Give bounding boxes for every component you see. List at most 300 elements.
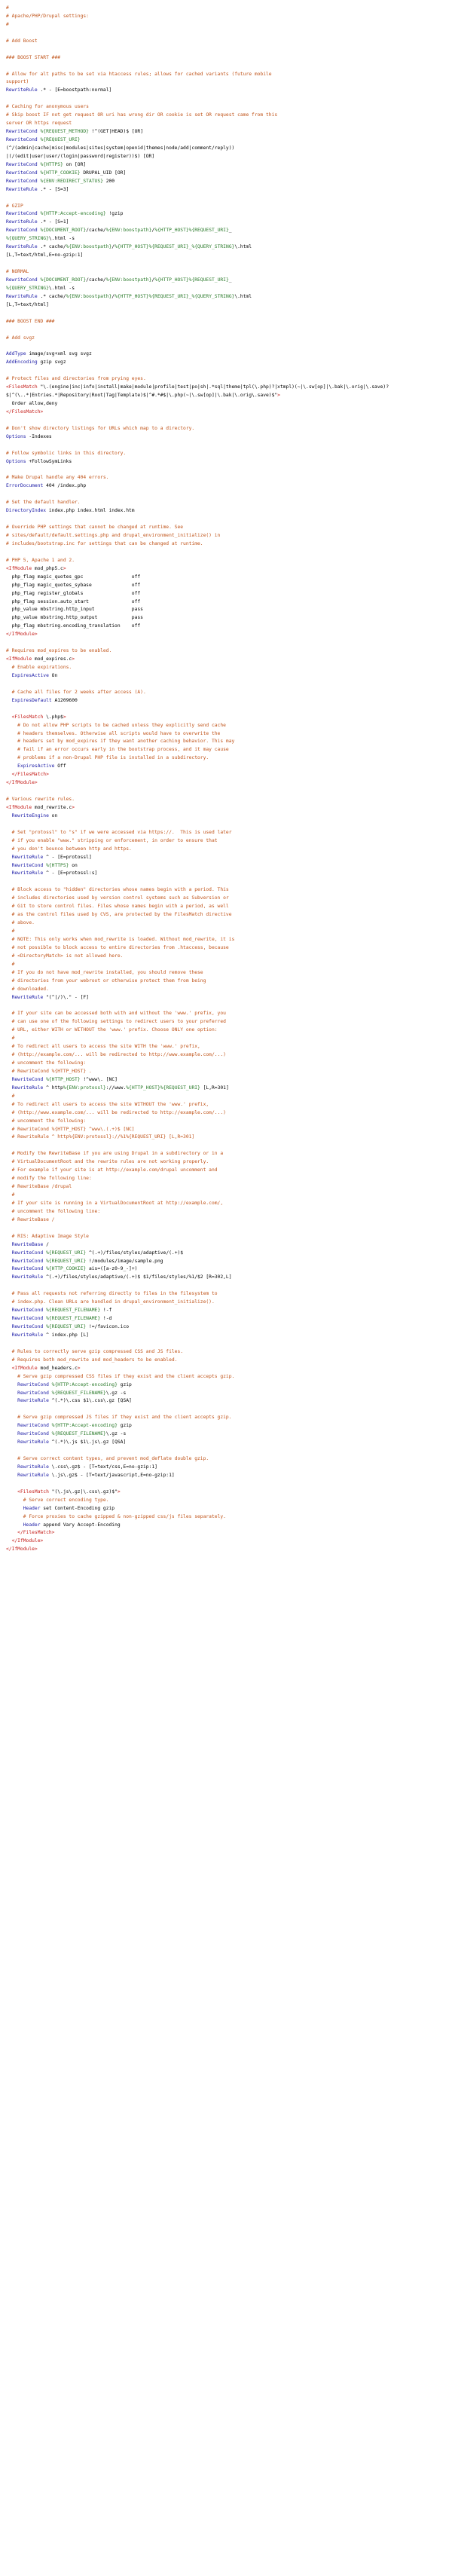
code-line: [6, 953, 446, 961]
code-text: Order allow,deny: [6, 401, 58, 406]
variable-token: %{QUERY_STRING}: [6, 285, 49, 291]
code-text: image/svg+xml svg svgz: [26, 351, 92, 357]
code-line: [6, 681, 446, 689]
code-line: [6, 1018, 446, 1026]
comment-text: ### BOOST START ###: [6, 54, 61, 60]
code-line: [6, 1357, 446, 1365]
comment-text: # To redirect all users to access the site WITHOUT the 'www.' prefix,: [6, 1101, 209, 1107]
variable-token: %{ENV:REDIRECT_STATUS}: [40, 178, 103, 184]
code-line: [6, 1216, 446, 1225]
comment-text: #: [6, 1036, 15, 1042]
code-line: [6, 969, 446, 977]
comment-text: #: [6, 961, 15, 967]
comment-text: # Requires both mod_rewrite and mod_headers to be enabled.: [6, 1357, 178, 1363]
comment-text: # RewriteCond %{HTTP_HOST} ^www\.(.+)$ [NC]: [6, 1126, 135, 1132]
code-line: [6, 507, 446, 516]
variable-token: %{REQUEST_FILENAME}: [51, 1431, 106, 1437]
code-line: [6, 1397, 446, 1406]
tag-token: <FilesMatch: [17, 1488, 49, 1495]
code-line: [6, 730, 446, 739]
comment-text: # Add svgz: [6, 335, 35, 341]
directive-keyword: ErrorDocument: [6, 483, 44, 489]
comment-text: # as the control files used by CVS, are protected by the FilesMatch directive: [6, 912, 232, 918]
directive-keyword: ExpiresActive: [17, 763, 55, 769]
comment-text: # modify the following line:: [6, 1176, 92, 1182]
comment-text: #: [6, 1093, 15, 1099]
code-line: [6, 1274, 446, 1282]
code-line: [6, 392, 446, 400]
code-text: php_flag session.auto_start off: [6, 598, 141, 604]
code-line: [6, 95, 446, 103]
code-text: _: [228, 277, 232, 283]
comment-text: # Override PHP settings that cannot be changed at runtime. See: [6, 525, 184, 531]
comment-text: # Don't show directory listings for URLs which map to a directory.: [6, 425, 195, 431]
directive-keyword: RewriteRule: [17, 1464, 49, 1470]
code-line: [6, 540, 446, 549]
directive-keyword: RewriteCond: [11, 1250, 44, 1256]
code-line: [6, 408, 446, 417]
variable-token: %{REQUEST_FILENAME}: [51, 1390, 106, 1396]
code-text: !-f: [100, 1308, 112, 1314]
code-line: [6, 87, 446, 95]
code-line: [6, 1430, 446, 1439]
variable-token: %{DOCUMENT_ROOT}: [40, 228, 87, 234]
code-text: [L,R=301]: [200, 1085, 229, 1091]
code-line: [6, 400, 446, 408]
code-text: ^ - [E=protossl]: [43, 854, 92, 860]
comment-text: # index.php. Clean URLs are handled in drupal_environment_initialize().: [6, 1299, 215, 1305]
code-line: [6, 1455, 446, 1464]
code-line: [6, 227, 446, 235]
code-line: [6, 417, 446, 425]
comment-text: #: [6, 1192, 15, 1198]
code-line: [6, 1480, 446, 1488]
code-line: [6, 779, 446, 788]
code-line: [6, 161, 446, 170]
code-text: |(/(edit|user|user/(login|password|register))$) [OR]: [6, 153, 155, 159]
variable-token: %{HTTP_HOST}%{REQUEST_URI}: [115, 244, 189, 250]
code-line: [6, 178, 446, 186]
code-line: [6, 1315, 446, 1323]
code-line: [6, 549, 446, 557]
variable-token: %{QUERY_STRING}: [191, 293, 235, 299]
tag-token: </FilesMatch>: [17, 1530, 55, 1536]
tag-token: <FilesMatch: [6, 384, 38, 390]
directive-keyword: RewriteCond: [17, 1431, 49, 1437]
directive-keyword: RewriteRule: [6, 186, 38, 192]
code-text: [6, 813, 12, 818]
comment-text: # if you enable "www." stripping or enforcement, in order to ensure that: [6, 837, 218, 843]
comment-text: # directories from your webroot or otherwise protect them from being: [6, 977, 206, 984]
code-line: [6, 862, 446, 870]
variable-token: %{ENV:boostpath}: [105, 228, 152, 234]
code-line: [6, 1233, 446, 1241]
comment-text: # If your site is running in a VirtualDocumentRoot at http://example.com/,: [6, 1200, 224, 1206]
code-line: [6, 895, 446, 903]
code-line: [6, 878, 446, 886]
code-text: on: [48, 812, 58, 818]
code-line: [6, 268, 446, 277]
code-text: [6, 1522, 23, 1528]
variable-token: %{HTTP_HOST}%{REQUEST_URI}: [126, 1085, 200, 1091]
code-line: [6, 1323, 446, 1332]
code-text: +FollowSymLinks: [26, 458, 72, 464]
code-text: \.html: [234, 293, 252, 299]
code-line: [6, 442, 446, 450]
tag-token: </IfModule>: [11, 1538, 44, 1544]
variable-token: %{ENV:protossl}: [63, 1085, 106, 1091]
code-text: php_value mbstring.http_output pass: [6, 615, 143, 621]
directive-keyword: AddType: [6, 351, 26, 357]
variable-token: %{REQUEST_URI}: [46, 1258, 87, 1264]
code-line: [6, 219, 446, 227]
code-line: [6, 277, 446, 285]
code-text: \.js\.gz$ - [T=text/javascript,E=no-gzip:1]: [48, 1472, 175, 1478]
comment-text: # fail if an error occurs early in the bootstrap process, and it may cause: [6, 747, 229, 753]
tag-token: <IfModule: [6, 656, 32, 662]
code-text: /cache/: [86, 277, 106, 283]
code-line: [6, 944, 446, 953]
code-line: [6, 1447, 446, 1455]
code-line: [6, 1537, 446, 1546]
code-line: [6, 1464, 446, 1472]
code-line: [6, 425, 446, 433]
code-text: -Indexes: [26, 433, 52, 439]
code-text: /cache/: [86, 228, 106, 234]
code-text: [6, 1250, 12, 1256]
code-text: /: [151, 277, 155, 283]
code-text: !gzip: [105, 211, 124, 217]
code-line: [6, 854, 446, 862]
comment-text: # Set the default handler.: [6, 500, 81, 506]
code-line: [6, 145, 446, 153]
code-line: [6, 606, 446, 614]
variable-token: %{DOCUMENT_ROOT}: [40, 277, 87, 283]
code-line: [6, 112, 446, 120]
code-text: [6, 1431, 17, 1436]
code-text: php_flag mbstring.encoding_translation off: [6, 623, 141, 629]
code-text: ^(.*)\.js $1\.js\.gz [QSA]: [48, 1439, 127, 1446]
code-line: [6, 714, 446, 722]
directive-keyword: RewriteCond: [11, 1324, 44, 1329]
directive-keyword: RewriteRule: [17, 1472, 49, 1478]
comment-text: # Serve gzip compressed JS files if they exist and the client accepts gzip.: [6, 1415, 232, 1421]
code-line: [6, 38, 446, 46]
code-line: [6, 13, 446, 21]
code-text: \.css\.gz$ - [T=text/css,E=no-gzip:1]: [48, 1464, 157, 1470]
code-line: [6, 928, 446, 936]
code-line: [6, 656, 446, 664]
code-line: [6, 574, 446, 582]
code-text: [6, 1398, 17, 1403]
code-line: [6, 1060, 446, 1068]
code-line: [6, 194, 446, 203]
code-text: append Vary Accept-Encoding: [40, 1522, 121, 1528]
comment-text: # Allow for alt paths to be set via htaccess rules; allows for cached variants (future mobile: [6, 71, 272, 77]
directive-keyword: RewriteRule: [6, 87, 38, 93]
code-text: [6, 1439, 17, 1445]
code-line: [6, 846, 446, 854]
directive-keyword: DirectoryIndex: [6, 508, 47, 514]
code-text: mod_expires.c: [32, 656, 72, 662]
variable-token: %{REQUEST_URI}: [40, 137, 81, 142]
comment-text: # above.: [6, 920, 35, 926]
code-text: [6, 714, 12, 720]
comment-text: # NOTE: This only works when mod_rewrite is loaded. Without mod_rewrite, it is: [6, 936, 235, 942]
code-line: [6, 1414, 446, 1422]
code-line: [6, 384, 446, 392]
code-text: [L,T=text/html,E=no-gzip:1]: [6, 252, 84, 259]
tag-token: </IfModule>: [6, 632, 38, 638]
code-line: [6, 1381, 446, 1390]
code-text: [6, 1473, 17, 1478]
code-text: [6, 1316, 12, 1321]
comment-text: # Do not allow PHP scripts to be cached unless they explicitly send cache: [6, 722, 226, 728]
directive-keyword: RewriteCond: [6, 211, 38, 217]
comment-text: #: [6, 929, 15, 934]
code-text: /: [151, 228, 155, 234]
directive-keyword: RewriteCond: [6, 228, 38, 234]
code-text: [6, 772, 12, 777]
comment-text: # Follow symbolic links in this directory.: [6, 450, 127, 456]
code-text: _: [188, 244, 192, 250]
code-text: /: [43, 1241, 49, 1247]
comment-text: # PHP 5, Apache 1 and 2.: [6, 557, 75, 563]
code-line: [6, 582, 446, 590]
code-line: [6, 614, 446, 623]
code-line: [6, 499, 446, 507]
directive-keyword: RewriteBase: [11, 1241, 44, 1247]
variable-token: %{ENV:boostpath}: [105, 277, 152, 283]
code-line: [6, 557, 446, 565]
code-text: .* - [E=boostpath:normal]: [37, 87, 112, 93]
directive-keyword: Header: [23, 1505, 41, 1511]
variable-token: %{HTTP_HOST}%{REQUEST_URI}: [154, 277, 229, 283]
tag-token: </FilesMatch>: [6, 408, 44, 415]
code-line: [6, 837, 446, 846]
code-text: $|^(\..*|Entries.*|Repository|Root|Tag|Template)$|^#.*#$|\.php(~|\.sw[op]|\.bak|\.orig\.save)$": [6, 393, 278, 399]
tag-token: <IfModule: [6, 565, 32, 571]
code-line: [6, 1282, 446, 1290]
directive-keyword: RewriteCond: [6, 277, 38, 283]
code-line: [6, 1010, 446, 1018]
code-text: /: [111, 244, 115, 250]
tag-token: </IfModule>: [6, 780, 38, 786]
code-line: [6, 491, 446, 499]
code-line: [6, 458, 446, 467]
code-line: [6, 63, 446, 71]
code-line: [6, 788, 446, 796]
tag-token: >: [77, 1365, 81, 1371]
comment-text: # problems if a non-Drupal PHP file is installed in a subdirectory.: [6, 755, 209, 761]
comment-text: # RewriteRule ^ http%{ENV:protossl}://%1%{REQUEST_URI} [L,R=301]: [6, 1134, 195, 1140]
variable-token: %{HTTPS}: [46, 862, 69, 868]
code-line: [6, 326, 446, 335]
directive-keyword: Options: [6, 458, 26, 464]
code-line: [6, 474, 446, 482]
comment-text: # headers set by mod_expires if they want another caching behavior. This may: [6, 739, 235, 745]
tag-token: <IfModule: [6, 804, 32, 810]
directive-keyword: RewriteCond: [17, 1423, 49, 1429]
code-line: [6, 252, 446, 260]
comment-text: # RewriteBase /: [6, 1216, 55, 1222]
comment-text: # Block access to "hidden" directories whose names begin with a period. This: [6, 887, 229, 893]
code-line: [6, 1109, 446, 1118]
directive-keyword: RewriteRule: [6, 293, 38, 299]
code-text: on [OR]: [63, 161, 87, 167]
code-text: [6, 1324, 12, 1329]
directive-keyword: ExpiresActive: [11, 672, 49, 678]
code-line: [6, 1126, 446, 1134]
variable-token: %{REQUEST_URI}: [46, 1250, 87, 1256]
code-line: [6, 301, 446, 310]
code-line: [6, 1076, 446, 1085]
code-line: [6, 565, 446, 574]
code-text: on: [69, 862, 78, 868]
code-text: mod_php5.c: [32, 565, 63, 571]
comment-text: # If your site can be accessed both with and without the 'www.' prefix, you: [6, 1011, 226, 1017]
tag-token: <IfModule: [11, 1365, 38, 1371]
code-line: [6, 936, 446, 944]
directive-keyword: RewriteCond: [11, 862, 44, 868]
code-line: [6, 1290, 446, 1299]
code-line: [6, 1488, 446, 1497]
tag-token: >: [72, 656, 75, 662]
code-line: [6, 1439, 446, 1447]
code-line: [6, 293, 446, 301]
code-line: [6, 318, 446, 326]
code-line: [6, 763, 446, 771]
comment-text: # downloaded.: [6, 986, 49, 992]
code-text: [6, 763, 17, 769]
code-line: [6, 5, 446, 13]
code-line: [6, 1250, 446, 1258]
code-line: [6, 903, 446, 911]
comment-text: # RewriteCond %{HTTP_HOST} .: [6, 1068, 92, 1074]
comment-text: # Serve correct encoding type.: [6, 1497, 109, 1503]
code-line: [6, 46, 446, 54]
code-text: ^(.+)/files/styles/adaptive/(.+)$ $1/files/styles/%1/$2 [R=302,L]: [43, 1274, 232, 1280]
code-line: [6, 623, 446, 631]
code-line: [6, 1035, 446, 1043]
tag-token: </IfModule>: [6, 1547, 38, 1553]
code-text: gzip svgz: [37, 359, 66, 366]
code-text: ais=([a-z0-9_-]+): [86, 1266, 138, 1272]
comment-text: # uncomment the following:: [6, 1118, 87, 1124]
comment-text: # RIS: Adaptive Image Style: [6, 1233, 89, 1239]
code-text: Off: [54, 763, 66, 769]
code-line: [6, 1167, 446, 1175]
code-line: [6, 1529, 446, 1537]
directive-keyword: RewriteCond: [17, 1381, 49, 1387]
code-line: [6, 1175, 446, 1183]
code-text: (^/(admin|cache|misc|modules|sites|system|openid|themes|node/add|comment/reply)): [6, 145, 235, 151]
code-text: set Content-Encoding gzip: [40, 1505, 115, 1511]
code-line: [6, 1118, 446, 1126]
code-line: [6, 1340, 446, 1348]
code-line: [6, 722, 446, 730]
code-line: [6, 1406, 446, 1414]
code-line: [6, 796, 446, 804]
code-line: [6, 1422, 446, 1430]
code-text: !=/favicon.ico: [86, 1324, 130, 1329]
code-text: [6, 1464, 17, 1470]
variable-token: %{HTTP_COOKIE}: [40, 170, 81, 176]
code-text: On: [48, 672, 58, 678]
code-line: [6, 1365, 446, 1373]
comment-text: # includes directories used by version control systems such as Subversion or: [6, 895, 229, 901]
code-line: [6, 1513, 446, 1522]
code-line: [6, 243, 446, 252]
comment-text: # URL, either WITH or WITHOUT the 'www.' prefix. Choose ONLY one option:: [6, 1027, 218, 1033]
tag-token: >: [72, 804, 75, 810]
comment-text: # Protect files and directories from prying eyes.: [6, 376, 146, 382]
code-line: [6, 1002, 446, 1010]
code-line: [6, 1200, 446, 1208]
code-line: [6, 103, 446, 112]
code-line: [6, 812, 446, 821]
code-text: [6, 673, 12, 678]
tag-token: >: [63, 565, 66, 571]
code-line: [6, 210, 446, 219]
code-line: [6, 532, 446, 540]
comment-text: #: [6, 21, 9, 27]
directive-keyword: RewriteCond: [11, 1316, 44, 1322]
code-line: [6, 367, 446, 375]
code-line: [6, 524, 446, 532]
code-line: [6, 482, 446, 491]
code-line: [6, 1026, 446, 1035]
code-line: [6, 1150, 446, 1158]
comment-text: # To redirect all users to access the site WITH the 'www.' prefix,: [6, 1044, 200, 1050]
code-line: [6, 335, 446, 343]
code-line: [6, 310, 446, 318]
code-text: _: [188, 293, 192, 299]
code-text: [6, 1506, 23, 1511]
code-text: !^(GET|HEAD)$ [OR]: [88, 129, 143, 135]
code-line: [6, 136, 446, 145]
code-line: [6, 886, 446, 895]
code-line: [6, 203, 446, 211]
comment-text: # can use one of the following settings to redirect users to your preferred: [6, 1019, 226, 1025]
code-text: ^(.+)/files/styles/adaptive/(.+)$: [86, 1250, 184, 1256]
code-line: [6, 120, 446, 128]
code-text: [6, 863, 12, 868]
variable-token: %{HTTP_COOKIE}: [46, 1266, 87, 1272]
comment-text: # Rules to correctly serve gzip compressed CSS and JS files.: [6, 1348, 184, 1354]
variable-token: %{REQUEST_FILENAME}: [46, 1308, 101, 1314]
comment-text: # Various rewrite rules.: [6, 797, 75, 802]
code-line: [6, 1307, 446, 1315]
code-text: A1209600: [51, 697, 78, 703]
code-line: [6, 870, 446, 878]
comment-text: # (http://www.example.com/... will be redirected to http://example.com/...): [6, 1109, 226, 1115]
code-line: [6, 467, 446, 475]
comment-text: # Enable expirations.: [6, 665, 72, 670]
code-line: [6, 1101, 446, 1109]
code-line: [6, 961, 446, 969]
code-text: .* cache/: [37, 293, 66, 299]
code-text: "\.(engine|inc|info|install|make|module|profile|test|po|sh|.*sql|theme|tpl(\.php)?|xtmpl)(~|\.sw[op]|\.bak|\.orig|\.save)?: [37, 384, 389, 390]
variable-token: %{HTTP:Accept-encoding}: [51, 1423, 118, 1429]
variable-token: %{HTTP_HOST}%{REQUEST_URI}: [154, 228, 229, 234]
comment-text: # Requires mod_expires to be enabled.: [6, 648, 112, 654]
code-text: 404 /index.php: [43, 483, 87, 489]
comment-text: support): [6, 79, 29, 85]
code-line: [6, 804, 446, 812]
code-line: [6, 1522, 446, 1530]
variable-token: %{HTTP_HOST}: [46, 1076, 81, 1082]
